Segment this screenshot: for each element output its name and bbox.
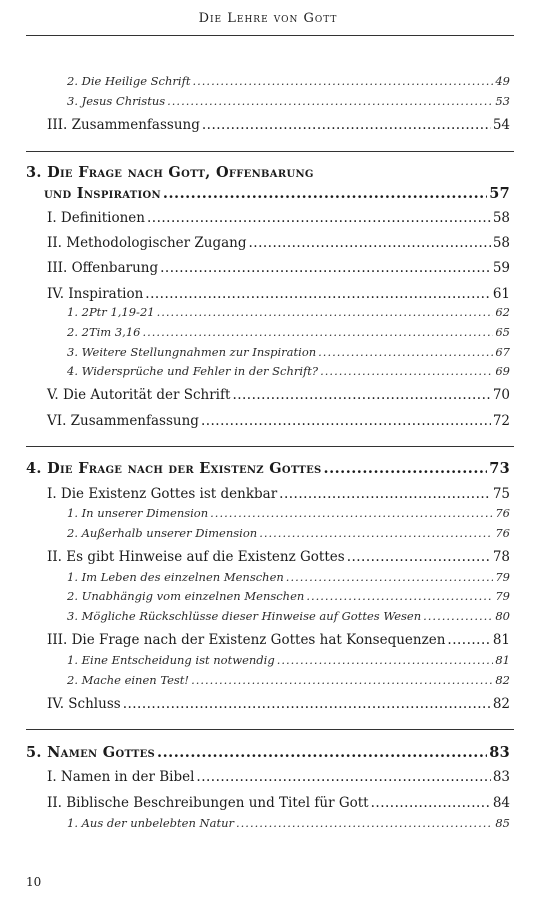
toc-entry-page: 81 (495, 653, 510, 667)
toc-entry-page: 81 (492, 632, 510, 648)
leader-dots (201, 413, 491, 429)
leader-dots (163, 185, 487, 202)
toc-entry-title: 1. 2Ptr 1,19-21 (67, 305, 155, 319)
toc-entry-page: 83 (489, 744, 510, 761)
chapter-title[interactable]: 3. Die Frage nach Gott, Offenbarung (26, 164, 314, 181)
toc-entry[interactable] (47, 235, 510, 251)
toc-entry-page: 80 (495, 609, 510, 623)
toc-entry[interactable] (67, 94, 510, 108)
leader-dots (306, 589, 493, 603)
toc-entry-title: 2. Mache einen Test! (67, 673, 190, 687)
toc-entry-page: 82 (492, 696, 510, 712)
toc-entry[interactable] (67, 305, 510, 319)
toc-entry-page: 73 (489, 460, 510, 477)
toc-entry-title: II. Methodologischer Zugang (47, 235, 247, 251)
toc-entry-page: 79 (495, 589, 510, 603)
leader-dots (324, 460, 488, 477)
toc-entry-page: 61 (492, 286, 510, 302)
toc-entry-title: 1. Im Leben des einzelnen Menschen (67, 570, 284, 584)
toc-entry-title: IV. Schluss (47, 696, 121, 712)
toc-entry[interactable] (67, 325, 510, 339)
running-title: Die Lehre von Gott (198, 11, 338, 26)
section-divider (26, 446, 514, 447)
toc-entry-title: III. Offenbarung (47, 260, 159, 276)
toc-entry-page: 83 (492, 769, 510, 785)
toc-entry-title: 3. Jesus Christus (67, 94, 166, 108)
toc-entry-page: 76 (495, 526, 510, 540)
toc-entry[interactable] (47, 795, 510, 811)
leader-dots (277, 653, 494, 667)
toc-entry-page: 70 (492, 387, 510, 403)
leader-dots (447, 632, 490, 648)
leader-dots (191, 673, 493, 687)
toc-entry-page: 82 (495, 673, 510, 687)
toc-entry-title: I. Die Existenz Gottes ist denkbar (47, 486, 278, 502)
toc-entry-page: 57 (489, 185, 510, 202)
toc-entry-page: 59 (492, 260, 510, 276)
toc-entry[interactable] (67, 364, 510, 378)
toc-entry-page: 85 (495, 816, 510, 830)
section-divider (26, 729, 514, 730)
toc-entry-title: 3. Weitere Stellungnahmen zur Inspiration (67, 345, 317, 359)
leader-dots (318, 345, 493, 359)
toc-entry-title: V. Die Autorität der Schrift (47, 387, 231, 403)
chapter-entry[interactable] (44, 185, 510, 202)
chapter-title-continued: und Inspiration (44, 185, 161, 202)
toc-entry[interactable] (67, 74, 510, 88)
chapter-entry[interactable] (26, 460, 510, 477)
leader-dots (147, 210, 491, 226)
leader-dots (202, 117, 491, 133)
toc-entry[interactable] (47, 210, 510, 226)
toc-entry[interactable] (47, 117, 510, 133)
leader-dots (347, 549, 491, 565)
chapter-title: 4. Die Frage nach der Existenz Gottes (26, 460, 322, 477)
toc-entry-title: 2. Unabhängig vom einzelnen Menschen (67, 589, 305, 603)
leader-dots (157, 744, 487, 761)
toc-entry[interactable] (47, 632, 510, 648)
toc-entry-page: 84 (492, 795, 510, 811)
leader-dots (145, 286, 491, 302)
toc-entry-title: II. Es gibt Hinweise auf die Existenz Gottes (47, 549, 345, 565)
toc-entry-title: IV. Inspiration (47, 286, 144, 302)
toc-entry-title: 2. Die Heilige Schrift (67, 74, 191, 88)
toc-entry-page: 67 (495, 345, 510, 359)
toc-entry-page: 49 (495, 74, 510, 88)
toc-entry-title: 1. Eine Entscheidung ist notwendig (67, 653, 275, 667)
page-number: 10 (26, 875, 42, 889)
toc-entry-page: 76 (495, 506, 510, 520)
toc-entry-title: III. Zusammenfassung (47, 117, 200, 133)
toc-entry[interactable] (47, 486, 510, 502)
toc-entry[interactable] (47, 387, 510, 403)
leader-dots (142, 325, 493, 339)
toc-entry-page: 75 (492, 486, 510, 502)
leader-dots (123, 696, 491, 712)
toc-entry-page: 78 (492, 549, 510, 565)
toc-entry[interactable] (47, 260, 510, 276)
leader-dots (249, 235, 491, 251)
leader-dots (236, 816, 493, 830)
leader-dots (279, 486, 491, 502)
toc-entry[interactable] (47, 696, 510, 712)
toc-entry-page: 53 (495, 94, 510, 108)
toc-entry-title: 4. Widersprüche und Fehler in der Schrift? (67, 364, 319, 378)
toc-entry[interactable] (47, 549, 510, 565)
leader-dots (371, 795, 491, 811)
toc-entry-title: 2. Außerhalb unserer Dimension (67, 526, 258, 540)
toc-entry[interactable] (67, 345, 510, 359)
toc-entry[interactable] (47, 413, 510, 429)
leader-dots (259, 526, 493, 540)
toc-entry-page: 54 (492, 117, 510, 133)
toc-entry[interactable] (47, 769, 510, 785)
leader-dots (210, 506, 493, 520)
toc-entry-page: 72 (492, 413, 510, 429)
toc-entry[interactable] (47, 286, 510, 302)
leader-dots (160, 260, 491, 276)
leader-dots (320, 364, 493, 378)
toc-entry[interactable] (67, 816, 510, 830)
toc-entry-page: 65 (495, 325, 510, 339)
toc-entry-title: II. Biblische Beschreibungen und Titel für Gott (47, 795, 369, 811)
toc-entry-title: I. Definitionen (47, 210, 145, 226)
leader-dots (196, 769, 490, 785)
toc-entry-title: 1. In unserer Dimension (67, 506, 209, 520)
toc-entry[interactable] (67, 570, 510, 584)
toc-entry[interactable] (67, 526, 510, 540)
toc-entry-title: III. Die Frage nach der Existenz Gottes hat Konsequenzen (47, 632, 446, 648)
chapter-entry[interactable] (26, 744, 510, 761)
toc-entry[interactable] (67, 609, 510, 623)
chapter-title: 5. Namen Gottes (26, 744, 156, 761)
toc-entry[interactable] (67, 506, 510, 520)
leader-dots (157, 305, 494, 319)
toc-entry-title: 2. 2Tim 3,16 (67, 325, 141, 339)
toc-entry-title: 3. Mögliche Rückschlüsse dieser Hinweise auf Gottes Wesen (67, 609, 422, 623)
leader-dots (192, 74, 493, 88)
leader-dots (286, 570, 494, 584)
leader-dots (423, 609, 493, 623)
toc-entry[interactable] (67, 673, 510, 687)
toc-entry-title: VI. Zusammenfassung (47, 413, 199, 429)
section-divider (26, 151, 514, 152)
toc-entry[interactable] (67, 653, 510, 667)
toc-entry-title: I. Namen in der Bibel (47, 769, 195, 785)
toc-entry-page: 58 (492, 235, 510, 251)
toc-entry-page: 62 (495, 305, 510, 319)
toc-entry-title: 1. Aus der unbelebten Natur (67, 816, 234, 830)
toc-entry[interactable] (67, 589, 510, 603)
toc-entry-page: 69 (495, 364, 510, 378)
leader-dots (167, 94, 493, 108)
toc-entry-page: 58 (492, 210, 510, 226)
leader-dots (232, 387, 490, 403)
toc-entry-page: 79 (495, 570, 510, 584)
